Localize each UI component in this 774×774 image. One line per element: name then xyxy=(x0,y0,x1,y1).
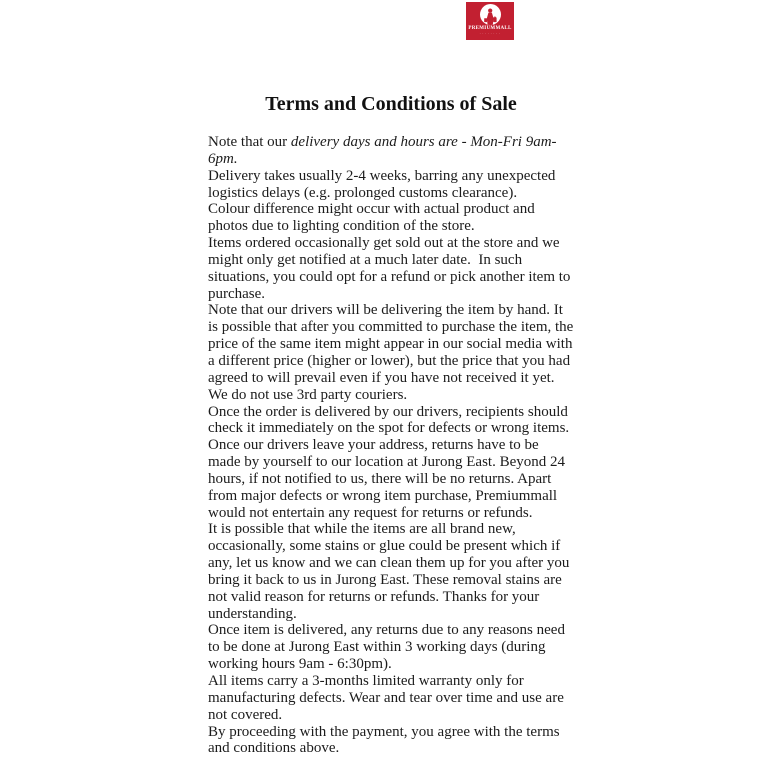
paragraph-return-window: Once item is delivered, any returns due to any reasons need to be done at Jurong East within 3 working days (during working hours 9am - 6:30pm). xyxy=(208,622,569,673)
paragraph-delivery-hours-italic: delivery days and hours are - Mon-Fri 9am-6pm. xyxy=(208,134,557,167)
paragraph-returns-policy: Once our drivers leave your address, returns have to be made by yourself to our location at Jurong East. Beyond 24 hours, if not notified to us, there will be no returns. Apart from major defects or wrong item purchase, Premiummall would not entertain any request for returns or refunds. xyxy=(208,437,569,521)
paragraph-stains-glue: It is possible that while the items are all brand new, occasionally, some stains or glue could be present which if any, let us know and we can clean them up for you after you bring it back to us in Jurong East. These removal stains are not valid reason for returns or refunds. Thanks for your understanding. xyxy=(208,521,574,622)
page-title: Terms and Conditions of Sale xyxy=(265,93,517,115)
brand-name: PREMIUMMALL xyxy=(468,26,512,31)
paragraph-sold-out: Items ordered occasionally get sold out at the store and we might only get notified at a much later date. In such situations, you could opt for a refund or pick another item to purchase. xyxy=(208,235,575,302)
paragraph-check-on-delivery: Once the order is delivered by our drivers, recipients should check it immediately on the spot for defects or wrong items. xyxy=(208,403,572,437)
brand-tagline: · · · · · · · · xyxy=(479,32,501,36)
terms-document xyxy=(208,0,578,757)
paragraph-delivery-hours-pre: Note that our xyxy=(208,134,291,150)
paragraph-delivery-hours xyxy=(208,134,574,168)
paragraph-delivery-time: Delivery takes usually 2-4 weeks, barring any unexpected logistics delays (e.g. prolonged customs clearance). xyxy=(208,167,560,201)
paragraph-hand-delivery-pricing: Note that our drivers will be delivering the item by hand. It is possible that after you committed to purchase the item, the price of the same item might appear in our social media with a different price (higher or lower), but the price that you had agreed to will prevail even if you have not received it yet. We do not use 3rd party couriers. xyxy=(208,302,578,403)
paragraph-agreement: By proceeding with the payment, you agree with the terms and conditions above. xyxy=(208,723,564,757)
paragraph-colour-difference: Colour difference might occur with actual product and photos due to lighting condition of the store. xyxy=(208,201,539,235)
paragraph-warranty: All items carry a 3-months limited warranty only for manufacturing defects. Wear and tear over time and use are not covered. xyxy=(208,673,568,723)
